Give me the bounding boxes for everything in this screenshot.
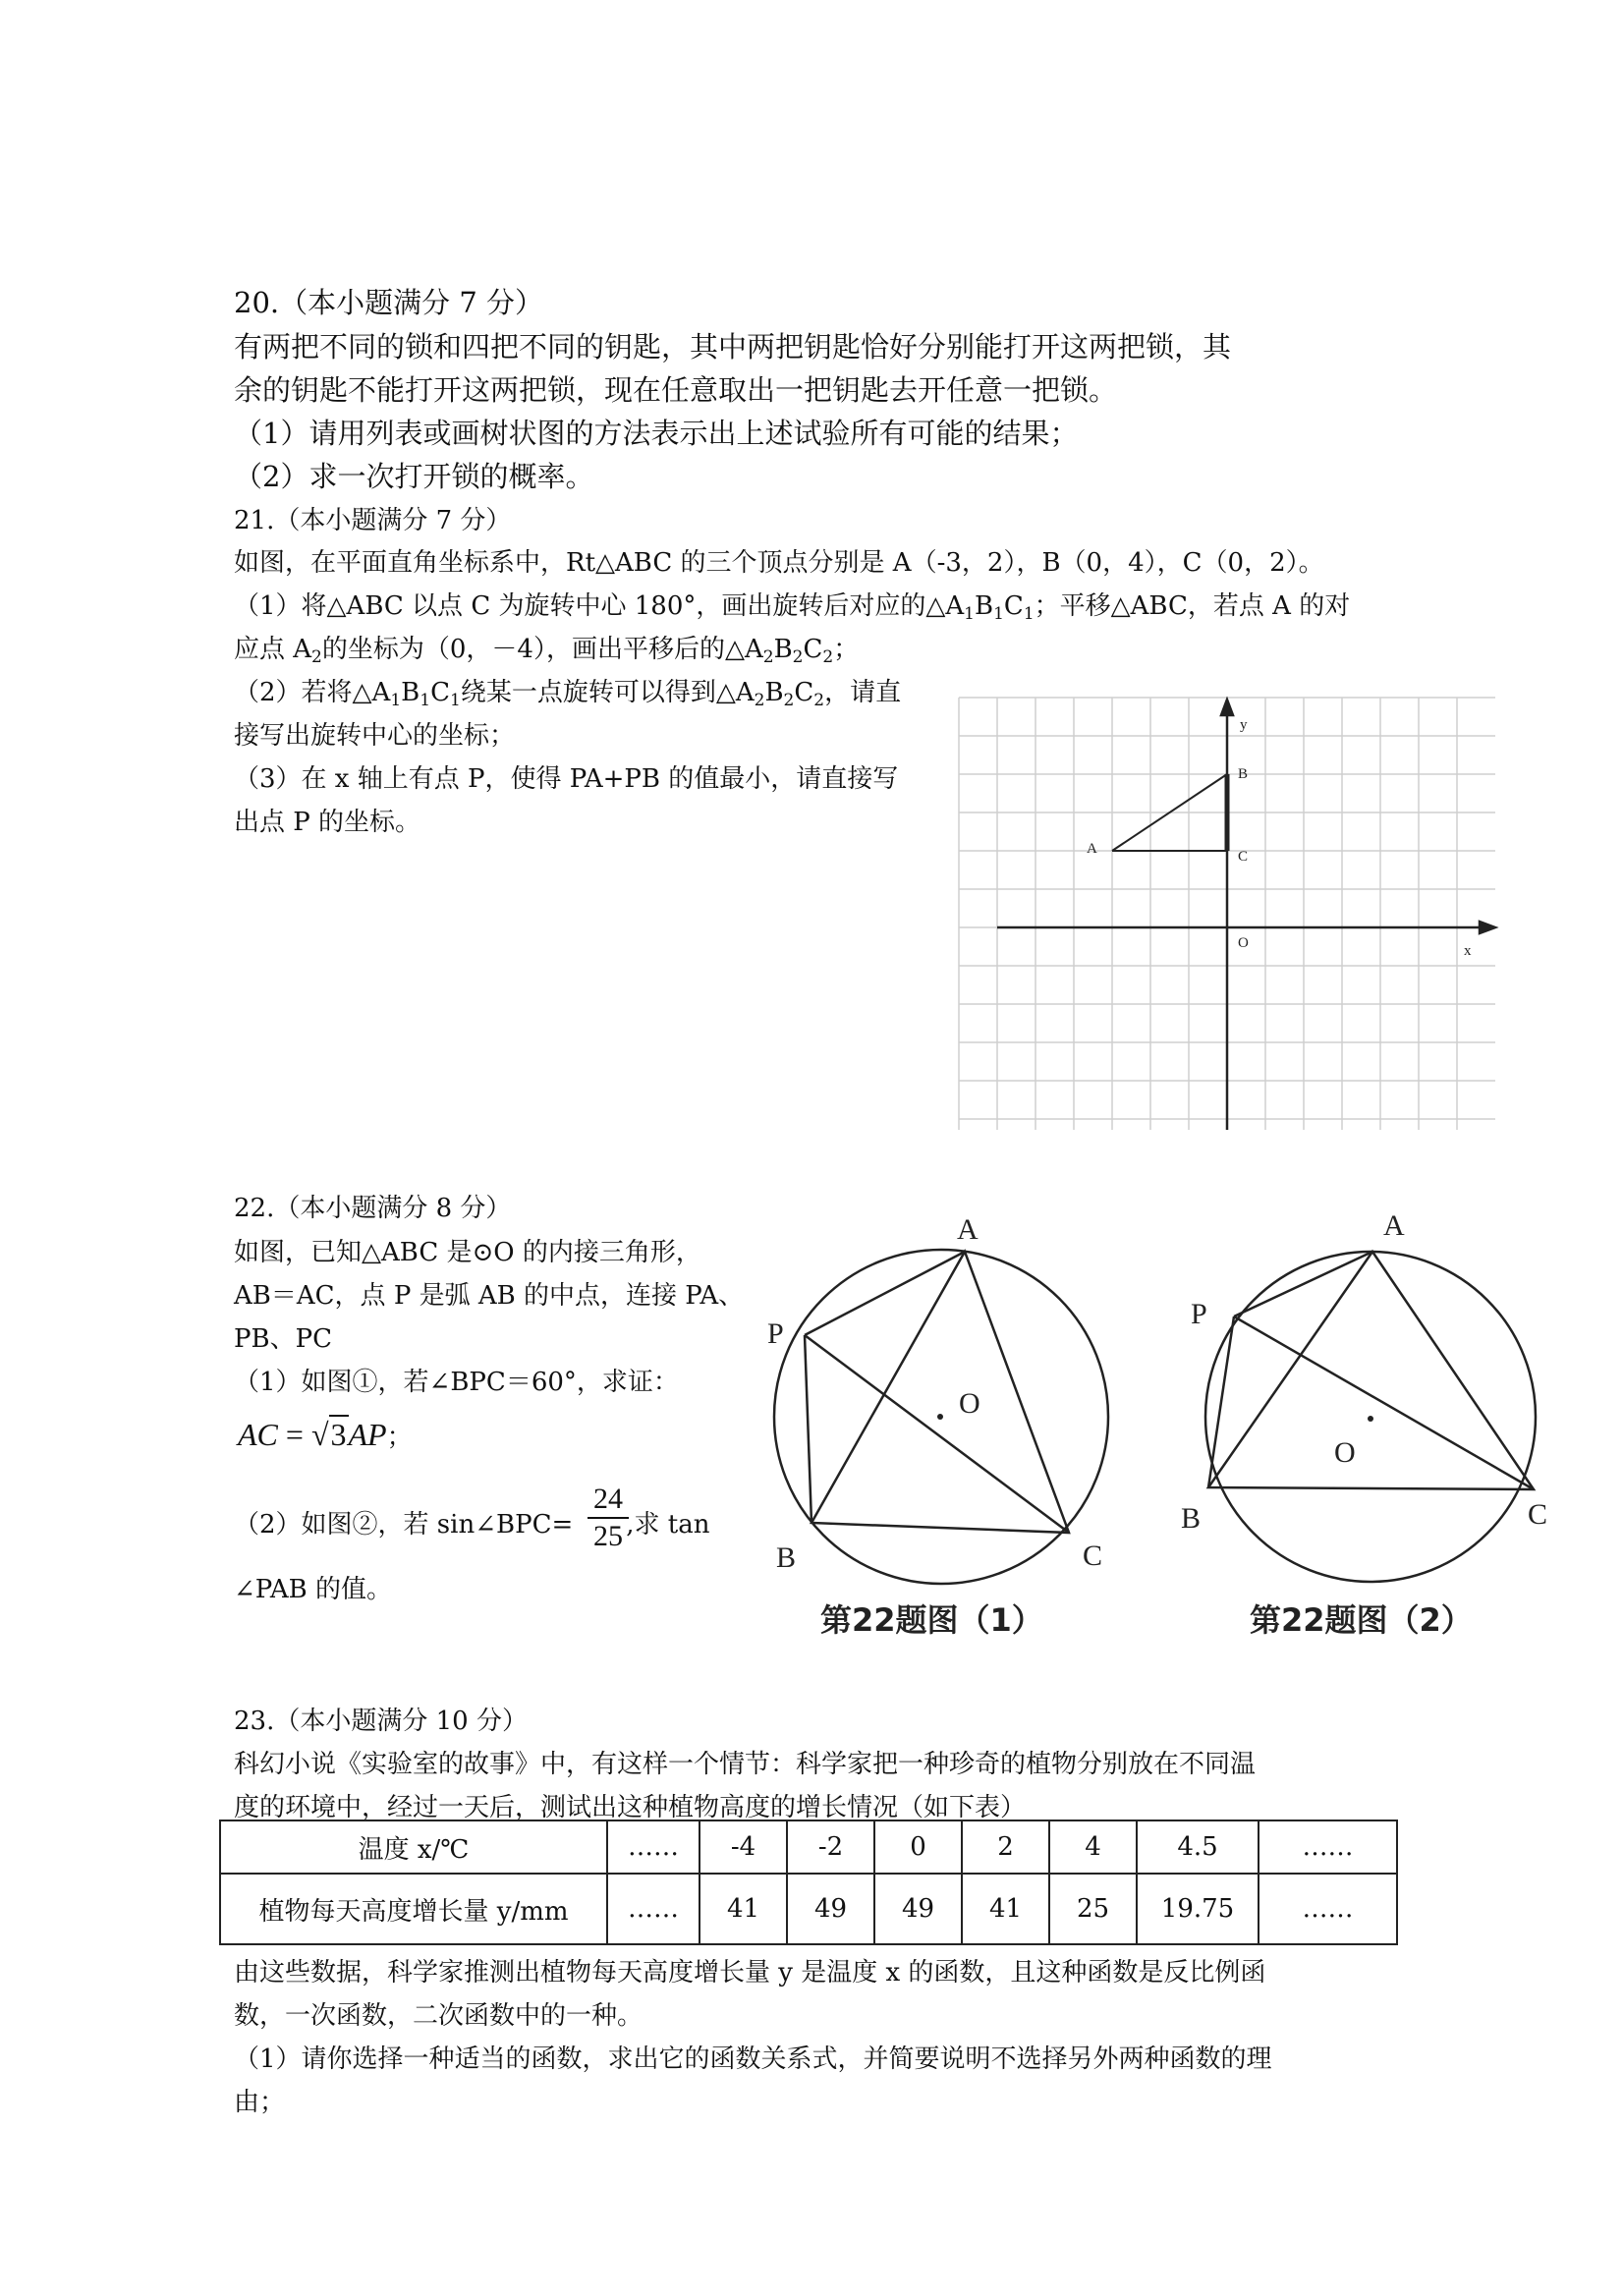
fig2-label-b: B [1181, 1502, 1202, 1535]
sub-2: 2 [783, 691, 795, 710]
q21-p2a-mid: 绕某一点旋转可以得到△A [460, 678, 755, 707]
letter-b: B [764, 678, 784, 707]
letter-c: C [803, 635, 823, 664]
q23-text-line2: 度的环境中，经过一天后，测试出这种植物高度的增长情况（如下表） [234, 1793, 1027, 1822]
q22-part2-line1 [234, 1505, 710, 1544]
table-cell: 25 [1049, 1874, 1137, 1944]
q20-title: 20.（本小题满分 7 分） [234, 286, 544, 319]
q21-coordinate-grid [943, 688, 1503, 1140]
formula-equals: = [277, 1417, 311, 1452]
sub-2: 2 [822, 647, 834, 667]
fig1-label-b: B [776, 1541, 797, 1574]
q23-text-line4: 数，一次函数，二次函数中的一种。 [234, 2001, 644, 2031]
q23-part1-line2: 由； [234, 2088, 286, 2117]
table-row [220, 1874, 1397, 1944]
fig2-label-a: A [1383, 1209, 1405, 1242]
point-b-label: B [1238, 766, 1249, 782]
q21-title: 21.（本小题满分 7 分） [234, 506, 512, 535]
q21-part1-line2 [234, 630, 859, 677]
y-axis-label: y [1240, 717, 1248, 733]
sub-2: 2 [311, 647, 322, 667]
q21-part3-line1: （3）在 x 轴上有点 P，使得 PA+PB 的值最小，请直接写 [234, 764, 899, 794]
q21-p2a-post: ，请直 [824, 678, 902, 707]
q23-text-line3: 由这些数据，科学家推测出植物每天高度增长量 y 是温度 x 的函数，且这种函数是反比例函 [234, 1958, 1266, 1988]
center-dot [937, 1414, 943, 1420]
origin-label: O [1238, 935, 1249, 951]
q22-figure-1 [756, 1204, 1149, 1655]
table-cell: 4 [1049, 1820, 1137, 1874]
letter-c: C [1003, 591, 1024, 621]
q21-part1-line1 [234, 587, 1350, 634]
fig2-label-p: P [1191, 1298, 1207, 1330]
sub-1: 1 [964, 604, 975, 624]
q23-data-table [219, 1820, 1398, 1945]
q21-p1a-post: ；平移△ABC，若点 A 的对 [1034, 591, 1351, 621]
letter-c: C [794, 678, 814, 707]
formula-root: 3 [330, 1417, 347, 1452]
formula-rhs: AP [348, 1417, 387, 1452]
fig1-label-o: O [959, 1387, 980, 1420]
table-cell: 温度 x/℃ [220, 1820, 607, 1874]
sub-2: 2 [792, 647, 804, 667]
table-cell: 49 [787, 1874, 874, 1944]
x-axis-arrow-icon [1480, 922, 1495, 933]
q22-figure-2 [1169, 1204, 1582, 1655]
formula-end: ； [386, 1423, 413, 1452]
q21-p1a-pre: （1）将△ABC 以点 C 为旋转中心 180°，画出旋转后对应的△A [234, 591, 965, 621]
q21-text-line1: 如图，在平面直角坐标系中，Rt△ABC 的三个顶点分别是 A（-3，2），B（0，4），C（0，2）。 [234, 548, 1324, 578]
table-cell: 41 [700, 1874, 787, 1944]
figure1-lines [805, 1252, 1069, 1533]
fig2-label-c: C [1528, 1498, 1548, 1531]
point-a-label: A [1087, 841, 1097, 857]
table-cell: -4 [700, 1820, 787, 1874]
figure2-lines [1208, 1252, 1534, 1489]
table-cell: …… [607, 1874, 700, 1944]
q22-part1: （1）如图①，若∠BPC＝60°，求证： [234, 1368, 679, 1397]
q22-text-line3: PB、PC [234, 1324, 332, 1354]
q20-text-line1: 有两把不同的锁和四把不同的钥匙，其中两把钥匙恰好分别能打开这两把锁，其 [234, 330, 1232, 364]
table-cell: 植物每天高度增长量 y/mm [220, 1874, 607, 1944]
q21-part3-line2: 出点 P 的坐标。 [234, 808, 421, 837]
q22-text-line1: 如图，已知△ABC 是⊙O 的内接三角形， [234, 1238, 701, 1267]
fig1-label-c: C [1083, 1540, 1103, 1572]
table-cell: 0 [874, 1820, 962, 1874]
table-cell: …… [1259, 1820, 1397, 1874]
table-cell: 4.5 [1137, 1820, 1259, 1874]
q21-part2-line1 [234, 673, 901, 720]
sub-1: 1 [1023, 604, 1035, 624]
q22-formula [238, 1415, 413, 1457]
q22-fraction [588, 1482, 629, 1554]
q22-part2-line2: ∠PAB 的值。 [234, 1575, 393, 1604]
sub-1: 1 [420, 691, 431, 710]
fraction-denominator: 25 [593, 1520, 623, 1552]
q21-semicolon: ； [833, 635, 860, 664]
table-cell: …… [1259, 1874, 1397, 1944]
q22-text-line2: AB＝AC，点 P 是弧 AB 的中点，连接 PA、 [234, 1281, 745, 1311]
point-c-label: C [1238, 849, 1249, 865]
q21-part2-line2: 接写出旋转中心的坐标； [234, 721, 516, 751]
table-cell: 2 [962, 1820, 1049, 1874]
center-dot [1368, 1416, 1373, 1422]
q21-p2a-pre: （2）若将△A [234, 678, 391, 707]
q20-part2: （2）求一次打开锁的概率。 [234, 460, 594, 493]
y-axis-arrow-icon [1221, 700, 1233, 715]
fraction-numerator: 24 [593, 1483, 623, 1515]
sub-2: 2 [762, 647, 774, 667]
q23-part1-line1: （1）请你选择一种适当的函数，求出它的函数关系式，并简要说明不选择另外两种函数的理 [234, 2044, 1272, 2074]
formula-lhs: AC [238, 1417, 278, 1452]
q20-part1: （1）请用列表或画树状图的方法表示出上述试验所有可能的结果； [234, 417, 1079, 450]
sub-1: 1 [450, 691, 461, 710]
table-cell: -2 [787, 1820, 874, 1874]
q23-text-line1: 科幻小说《实验室的故事》中，有这样一个情节：科学家把一种珍奇的植物分别放在不同温 [234, 1750, 1257, 1779]
q20-text-line2: 余的钥匙不能打开这两把锁，现在任意取出一把钥匙去开任意一把锁。 [234, 373, 1118, 407]
q22-part2-post: ,求 tan [626, 1510, 710, 1540]
sub-2: 2 [813, 691, 825, 710]
sqrt-icon: √ [310, 1417, 329, 1452]
sub-1: 1 [993, 604, 1004, 624]
letter-c: C [430, 678, 450, 707]
fig1-caption: 第22题图（1） [820, 1601, 1043, 1639]
table-cell: 41 [962, 1874, 1049, 1944]
letter-b: B [401, 678, 420, 707]
fig2-label-o: O [1334, 1436, 1356, 1469]
table-cell: 49 [874, 1874, 962, 1944]
sub-1: 1 [390, 691, 402, 710]
fig1-label-a: A [957, 1213, 979, 1246]
q21-p1b-pre: 应点 A [234, 635, 312, 664]
q23-title: 23.（本小题满分 10 分） [234, 1707, 528, 1736]
q22-part2-pre: （2）如图②，若 sin∠BPC= [234, 1510, 574, 1540]
table-cell: 19.75 [1137, 1874, 1259, 1944]
table-row [220, 1820, 1397, 1874]
q21-p1b-mid: 的坐标为（0，－4），画出平移后的△A [321, 635, 763, 664]
fig2-caption: 第22题图（2） [1250, 1601, 1473, 1639]
sub-2: 2 [754, 691, 765, 710]
x-axis-label: x [1464, 943, 1472, 959]
table-cell: …… [607, 1820, 700, 1874]
letter-b: B [773, 635, 793, 664]
q22-title: 22.（本小题满分 8 分） [234, 1194, 512, 1223]
letter-b: B [974, 591, 994, 621]
fig1-label-p: P [767, 1317, 784, 1350]
